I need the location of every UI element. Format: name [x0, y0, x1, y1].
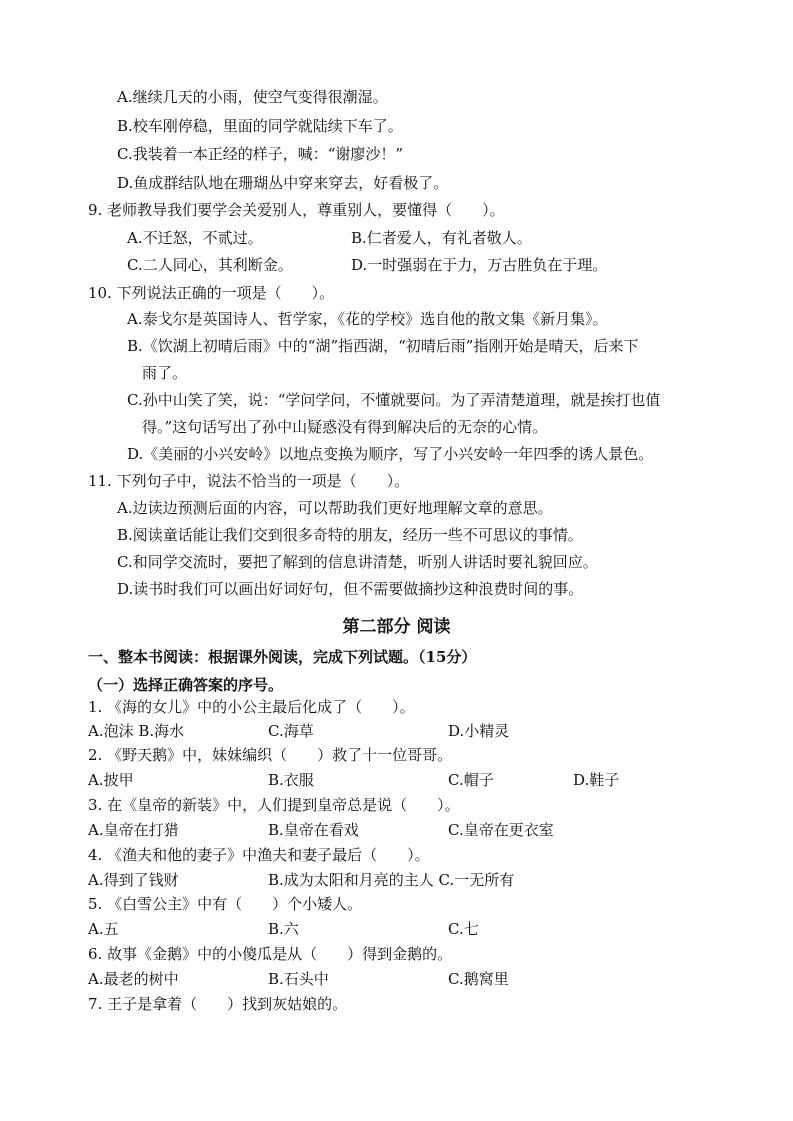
reading-q2-option-b: B.衣服 [268, 771, 314, 789]
reading-q5-option-a: A.五 [88, 920, 119, 938]
q9-option-d: D.一时强弱在于力，万古胜负在于理。 [351, 256, 608, 274]
reading-q2-stem: 2. 《野天鹅》中，妹妹编织（ ）救了十一位哥哥。 [88, 746, 453, 764]
reading-q5-option-b: B.六 [268, 920, 299, 938]
q11-option-d: D.读书时我们可以画出好词好句，但不需要做摘抄这种浪费时间的事。 [117, 580, 584, 598]
q11-option-b: B.阅读童话能让我们交到很多奇特的朋友，经历一些不可思议的事情。 [117, 526, 583, 544]
q11-stem: 11. 下列句子中，说法不恰当的一项是（ ）。 [88, 472, 410, 490]
reading-q4-option-bc: B.成为太阳和月亮的主人 C.一无所有 [268, 871, 515, 889]
reading-q6-option-c: C.鹅窝里 [448, 970, 509, 988]
q8-option-c: C.我装着一本正经的样子，喊：“谢廖沙！” [117, 145, 404, 163]
q9-stem: 9. 老师教导我们要学会关爱别人，尊重别人，要懂得（ ）。 [88, 201, 505, 219]
q8-option-d: D.鱼成群结队地在珊瑚丛中穿来穿去，好看极了。 [117, 174, 449, 192]
reading-q1-option-ab: A.泡沫 B.海水 [88, 722, 185, 740]
reading-q1-option-c: C.海草 [268, 722, 314, 740]
subsection1-heading: （一）选择正确答案的序号。 [88, 676, 284, 694]
q10-option-c-line2: 得。”这句话写出了孙中山疑惑没有得到解决后的无奈的心情。 [142, 418, 548, 436]
section1-heading: 一、整本书阅读：根据课外阅读，完成下列试题。（15分） [88, 648, 477, 666]
reading-q7-stem: 7. 王子是拿着（ ）找到灰姑娘的。 [88, 995, 348, 1013]
reading-q1-option-d: D.小精灵 [448, 722, 510, 740]
reading-q4-stem: 4. 《渔夫和他的妻子》中渔夫和妻子最后（ ）。 [88, 846, 430, 864]
q10-stem: 10. 下列说法正确的一项是（ ）。 [88, 284, 335, 302]
reading-q5-option-c: C.七 [448, 920, 479, 938]
reading-q3-option-b: B.皇帝在看戏 [268, 821, 359, 839]
reading-q3-option-a: A.皇帝在打猎 [88, 821, 179, 839]
reading-q4-option-a: A.得到了钱财 [88, 871, 179, 889]
reading-q3-stem: 3. 在《皇帝的新装》中，人们提到皇帝总是说（ ）。 [88, 796, 460, 814]
q9-option-b: B.仁者爱人，有礼者敬人。 [351, 229, 532, 247]
reading-q5-stem: 5. 《白雪公主》中有（ ）个小矮人。 [88, 895, 363, 913]
reading-q6-option-b: B.石头中 [268, 970, 329, 988]
q10-option-d: D.《美丽的小兴安岭》以地点变换为顺序，写了小兴安岭一年四季的诱人景色。 [127, 445, 654, 463]
q10-option-c-line1: C.孙中山笑了笑，说：“学问学问，不懂就要问。为了弄清楚道理，就是挨打也值 [127, 391, 661, 409]
q11-option-a: A.边读边预测后面的内容，可以帮助我们更好地理解文章的意思。 [117, 499, 553, 517]
q10-option-b-line1: B.《饮湖上初晴后雨》中的“湖”指西湖，“初晴后雨”指刚开始是晴天，后来下 [127, 337, 639, 355]
q8-option-b: B.校车刚停稳，里面的同学就陆续下车了。 [117, 117, 403, 135]
reading-q1-stem: 1. 《海的女儿》中的小公主最后化成了（ ）。 [88, 698, 415, 716]
q9-option-a: A.不迁怒，不贰过。 [127, 229, 263, 247]
reading-q2-option-c: C.帽子 [448, 771, 494, 789]
q11-option-c: C.和同学交流时，要把了解到的信息讲清楚，听别人讲话时要礼貌回应。 [117, 553, 598, 571]
part2-title: 第二部分 阅读 [342, 617, 451, 637]
reading-q2-option-d: D.鞋子 [573, 771, 620, 789]
reading-q6-stem: 6. 故事《金鹅》中的小傻瓜是从（ ）得到金鹅的。 [88, 945, 453, 963]
q8-option-a: A.继续几天的小雨，使空气变得很潮湿。 [117, 88, 388, 106]
q10-option-a: A.泰戈尔是英国诗人、哲学家，《花的学校》选自他的散文集《新月集》。 [127, 310, 608, 328]
q9-option-c: C.二人同心，其利断金。 [127, 256, 293, 274]
reading-q3-option-c: C.皇帝在更衣室 [448, 821, 554, 839]
reading-q6-option-a: A.最老的树中 [88, 970, 179, 988]
q10-option-b-line2: 雨了。 [142, 364, 188, 382]
reading-q2-option-a: A.披甲 [88, 771, 134, 789]
